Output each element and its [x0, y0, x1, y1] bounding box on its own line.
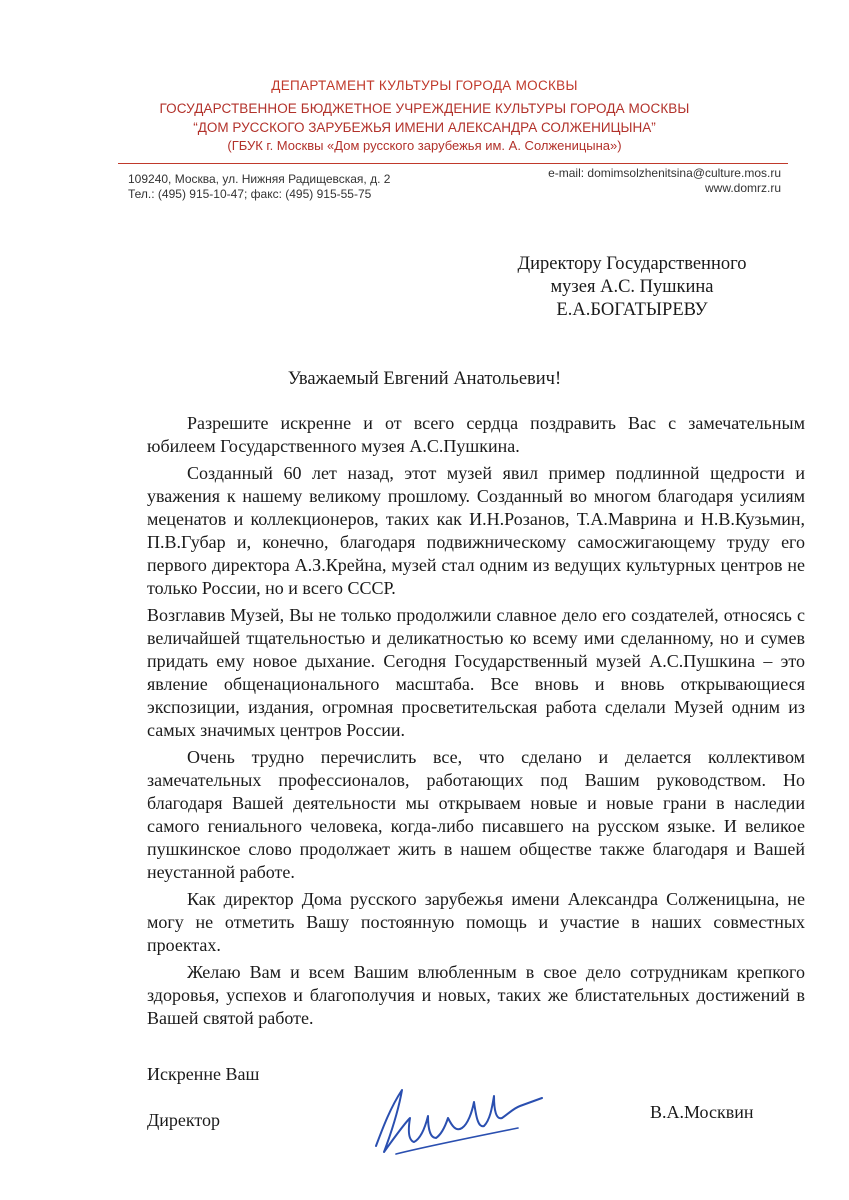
letterhead-divider	[118, 163, 788, 164]
recipient-name: Е.А.БОГАТЫРЕВУ	[556, 300, 708, 320]
paragraph-cooperation: Как директор Дома русского зарубежья имени Александра Солженицына, не могу не отметить Вашу постоянную помощь и участие в наших совместных проектах.	[147, 889, 805, 955]
paragraph-congratulations: Разрешите искренне и от всего сердца поздравить Вас с замечательным юбилеем Государственного музея А.С.Пушкина.	[147, 413, 805, 456]
salutation: Уважаемый Евгений Анатольевич!	[287, 369, 562, 389]
organization-short-name: (ГБУК г. Москвы «Дом русского зарубежья им. А. Солженицына»)	[227, 138, 622, 153]
recipient-line2: музея А.С. Пушкина	[550, 277, 714, 297]
signer-title: Директор	[147, 1110, 221, 1130]
paragraph-wishes: Желаю Вам и всем Вашим влюбленным в свое дело сотрудникам крепкого здоровья, успехов и благополучия и новых, таких же блистательных достижений в Вашей святой работе.	[147, 962, 805, 1028]
recipient-line1: Директору Государственного	[517, 254, 747, 274]
paragraph-team: Очень трудно перечислить все, что сделано и делается коллективом замечательных профессионалов, работающих под Вашим руководством. Но благодаря Вашей деятельности мы открываем новые и новые грани в наследии самого гениального человека, когда-либо писавшего на русском языке. И великое пушкинское слово продолжает жить в нашем обществе также благодаря и Вашей неустанной работе.	[147, 747, 805, 882]
organization-name-line2: “ДОМ РУССКОГО ЗАРУБЕЖЬЯ ИМЕНИ АЛЕКСАНДРА СОЛЖЕНИЦЫНА”	[193, 120, 656, 135]
signer-name: В.А.Москвин	[650, 1102, 754, 1122]
phone-fax: Тел.: (495) 915-10-47; факс: (495) 915-55-75	[128, 187, 372, 201]
paragraph-history: Созданный 60 лет назад, этот музей явил пример подлинной щедрости и уважения к нашему великому прошлому. Созданный во многом благодаря усилиям меценатов и коллекционеров, таких как И.Н.Розанов, Т.А.Маврина и Н.В.Кузьмин, П.В.Губар и, конечно, благодаря подвижническому самосжигающему труду его первого директора А.З.Крейна, музей стал одним из ведущих культурных центров не только России, но и всего СССР.	[147, 463, 805, 598]
closing-phrase: Искренне Ваш	[147, 1064, 260, 1084]
postal-address: 109240, Москва, ул. Нижняя Радищевская, д. 2	[128, 172, 391, 186]
email-address: e-mail: domimsolzhenitsina@culture.mos.ru	[548, 166, 781, 180]
organization-name-line1: ГОСУДАРСТВЕННОЕ БЮДЖЕТНОЕ УЧРЕЖДЕНИЕ КУЛЬТУРЫ ГОРОДА МОСКВЫ	[159, 101, 690, 116]
paragraph-leadership: Возглавив Музей, Вы не только продолжили славное дело его создателей, относясь с величайшей тщательностью и деликатностью ко всему ими сделанному, но и сумев придать ему новое дыхание. Сегодня Государственный музей А.С.Пушкина – это явление общенационального масштаба. Все вновь и вновь открывающиеся экспозиции, издания, огромная просветительская работа сделали Музей одним из самых значимых центров России.	[147, 605, 805, 740]
department-header: ДЕПАРТАМЕНТ КУЛЬТУРЫ ГОРОДА МОСКВЫ	[271, 78, 578, 93]
letter-body	[147, 412, 805, 1034]
handwritten-signature	[368, 1068, 548, 1163]
website: www.domrz.ru	[704, 181, 781, 195]
